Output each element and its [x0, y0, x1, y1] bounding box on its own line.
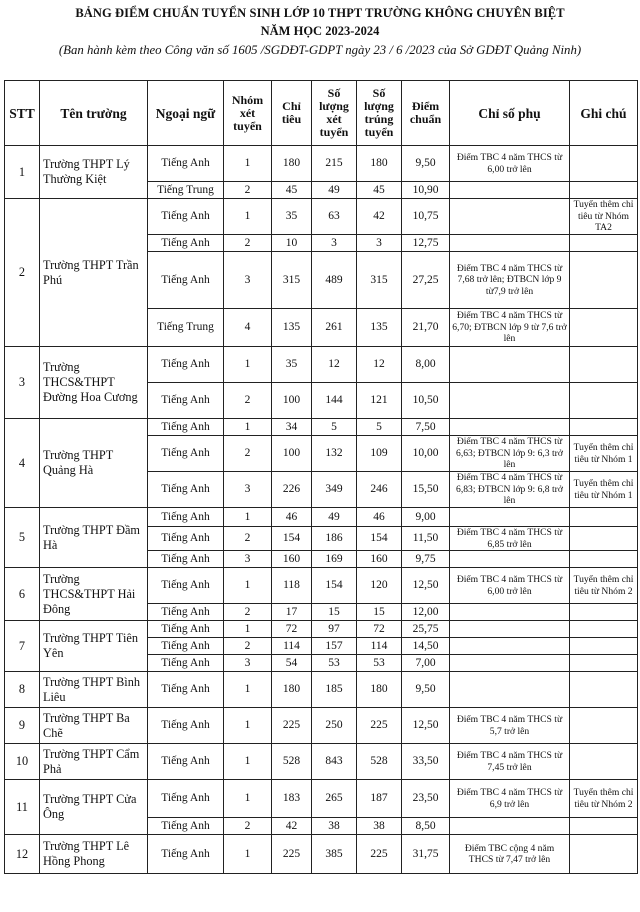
- note-cell: [570, 604, 638, 621]
- group-cell: 2: [224, 527, 272, 551]
- sub-index-cell: [450, 508, 570, 527]
- sub-index-cell: [450, 551, 570, 568]
- sub-index-cell: [450, 604, 570, 621]
- score-cell: 10,00: [402, 436, 450, 472]
- group-cell: 2: [224, 818, 272, 835]
- applicants-cell: 250: [312, 708, 357, 744]
- applicants-cell: 144: [312, 383, 357, 419]
- stt-cell: 2: [5, 199, 40, 347]
- sub-index-cell: [450, 182, 570, 199]
- language-cell: Tiếng Trung: [148, 182, 224, 199]
- stt-cell: 5: [5, 508, 40, 568]
- note-cell: [570, 347, 638, 383]
- score-cell: 9,75: [402, 551, 450, 568]
- stt-cell: 4: [5, 419, 40, 508]
- score-cell: 12,50: [402, 568, 450, 604]
- note-cell: [570, 621, 638, 638]
- language-cell: Tiếng Anh: [148, 199, 224, 235]
- language-cell: Tiếng Anh: [148, 835, 224, 874]
- quota-cell: 225: [272, 708, 312, 744]
- language-cell: Tiếng Anh: [148, 436, 224, 472]
- note-cell: [570, 182, 638, 199]
- group-cell: 2: [224, 436, 272, 472]
- quota-cell: 100: [272, 436, 312, 472]
- note-cell: Tuyển thêm chỉ tiêu từ Nhóm 1: [570, 472, 638, 508]
- quota-cell: 45: [272, 182, 312, 199]
- applicants-cell: 53: [312, 655, 357, 672]
- admitted-cell: 225: [357, 835, 402, 874]
- group-cell: 2: [224, 638, 272, 655]
- score-cell: 23,50: [402, 780, 450, 818]
- admitted-cell: 109: [357, 436, 402, 472]
- quota-cell: 35: [272, 199, 312, 235]
- group-cell: 1: [224, 780, 272, 818]
- stt-cell: 6: [5, 568, 40, 621]
- applicants-cell: 15: [312, 604, 357, 621]
- applicants-cell: 385: [312, 835, 357, 874]
- header-score: Điểm chuẩn: [402, 81, 450, 146]
- quota-cell: 183: [272, 780, 312, 818]
- document-title: BẢNG ĐIỂM CHUẨN TUYỂN SINH LỚP 10 THPT TRƯỜNG KHÔNG CHUYÊN BIỆT: [75, 6, 565, 20]
- school-name-cell: Trường THPT Cửa Ông: [40, 780, 148, 835]
- sub-index-cell: Điểm TBC 4 năm THCS từ 6,9 trở lên: [450, 780, 570, 818]
- sub-index-cell: Điểm TBC 4 năm THCS từ 7,45 trở lên: [450, 744, 570, 780]
- group-cell: 1: [224, 146, 272, 182]
- score-cell: 15,50: [402, 472, 450, 508]
- header-language: Ngoại ngữ: [148, 81, 224, 146]
- score-cell: 14,50: [402, 638, 450, 655]
- note-cell: [570, 235, 638, 252]
- group-cell: 3: [224, 472, 272, 508]
- admitted-cell: 38: [357, 818, 402, 835]
- language-cell: Tiếng Anh: [148, 655, 224, 672]
- language-cell: Tiếng Anh: [148, 146, 224, 182]
- applicants-cell: 97: [312, 621, 357, 638]
- sub-index-cell: [450, 347, 570, 383]
- applicants-cell: 5: [312, 419, 357, 436]
- applicants-cell: 132: [312, 436, 357, 472]
- admitted-cell: 225: [357, 708, 402, 744]
- group-cell: 4: [224, 309, 272, 347]
- sub-index-cell: Điểm TBC 4 năm THCS từ 5,7 trở lên: [450, 708, 570, 744]
- language-cell: Tiếng Anh: [148, 252, 224, 309]
- language-cell: Tiếng Anh: [148, 818, 224, 835]
- group-cell: 1: [224, 419, 272, 436]
- admitted-cell: 12: [357, 347, 402, 383]
- quota-cell: 160: [272, 551, 312, 568]
- table-row: [5, 146, 638, 182]
- admitted-cell: 135: [357, 309, 402, 347]
- table-row: [5, 508, 638, 527]
- sub-index-cell: Điểm TBC 4 năm THCS từ 6,70; ĐTBCN lớp 9 từ 7,6 trở lên: [450, 309, 570, 347]
- score-cell: 12,50: [402, 708, 450, 744]
- school-name-cell: Trường THPT Lê Hồng Phong: [40, 835, 148, 874]
- sub-index-cell: Điểm TBC cộng 4 năm THCS từ 7,47 trở lên: [450, 835, 570, 874]
- admitted-cell: 160: [357, 551, 402, 568]
- quota-cell: 42: [272, 818, 312, 835]
- score-cell: 33,50: [402, 744, 450, 780]
- score-cell: 27,25: [402, 252, 450, 309]
- applicants-cell: 12: [312, 347, 357, 383]
- language-cell: Tiếng Anh: [148, 604, 224, 621]
- admitted-cell: 114: [357, 638, 402, 655]
- table-row: [5, 621, 638, 638]
- group-cell: 1: [224, 347, 272, 383]
- header-admitted: Số lượng trúng tuyển: [357, 81, 402, 146]
- school-name-cell: Trường THPT Ba Chẽ: [40, 708, 148, 744]
- quota-cell: 46: [272, 508, 312, 527]
- stt-cell: 12: [5, 835, 40, 874]
- stt-cell: 7: [5, 621, 40, 672]
- table-row: [5, 835, 638, 874]
- note-cell: [570, 252, 638, 309]
- admitted-cell: 3: [357, 235, 402, 252]
- table-body: [5, 146, 638, 874]
- quota-cell: 72: [272, 621, 312, 638]
- score-cell: 12,00: [402, 604, 450, 621]
- language-cell: Tiếng Anh: [148, 235, 224, 252]
- note-cell: [570, 672, 638, 708]
- quota-cell: 10: [272, 235, 312, 252]
- admitted-cell: 180: [357, 146, 402, 182]
- sub-index-cell: Điểm TBC 4 năm THCS từ 6,00 trở lên: [450, 146, 570, 182]
- note-cell: [570, 527, 638, 551]
- header-applicants: Số lượng xét tuyển: [312, 81, 357, 146]
- group-cell: 3: [224, 252, 272, 309]
- applicants-cell: 49: [312, 508, 357, 527]
- admitted-cell: 154: [357, 527, 402, 551]
- table-row: [5, 347, 638, 383]
- score-cell: 10,50: [402, 383, 450, 419]
- group-cell: 1: [224, 621, 272, 638]
- header-group: Nhóm xét tuyển: [224, 81, 272, 146]
- applicants-cell: 169: [312, 551, 357, 568]
- table-row: [5, 780, 638, 818]
- note-cell: Tuyển thêm chỉ tiêu từ Nhóm 2: [570, 568, 638, 604]
- sub-index-cell: [450, 235, 570, 252]
- admitted-cell: 72: [357, 621, 402, 638]
- language-cell: Tiếng Anh: [148, 527, 224, 551]
- applicants-cell: 265: [312, 780, 357, 818]
- score-cell: 8,00: [402, 347, 450, 383]
- group-cell: 2: [224, 235, 272, 252]
- score-cell: 21,70: [402, 309, 450, 347]
- document-subtitle: (Ban hành kèm theo Công văn số 1605 /SGDĐT-GDPT ngày 23 / 6 /2023 của Sở GDĐT Quảng Ninh): [58, 43, 582, 57]
- quota-cell: 17: [272, 604, 312, 621]
- note-cell: Tuyển thêm chỉ tiêu từ Nhóm TA2: [570, 199, 638, 235]
- table-row: [5, 419, 638, 436]
- admitted-cell: 53: [357, 655, 402, 672]
- sub-index-cell: [450, 621, 570, 638]
- quota-cell: 225: [272, 835, 312, 874]
- table-header-row: [5, 81, 638, 146]
- language-cell: Tiếng Anh: [148, 472, 224, 508]
- school-name-cell: Trường THCS&THPT Đường Hoa Cương: [40, 347, 148, 419]
- header-school: Tên trường: [40, 81, 148, 146]
- admitted-cell: 46: [357, 508, 402, 527]
- stt-cell: 10: [5, 744, 40, 780]
- language-cell: Tiếng Anh: [148, 508, 224, 527]
- admitted-cell: 315: [357, 252, 402, 309]
- sub-index-cell: [450, 655, 570, 672]
- table-row: [5, 672, 638, 708]
- applicants-cell: 185: [312, 672, 357, 708]
- applicants-cell: 3: [312, 235, 357, 252]
- note-cell: [570, 551, 638, 568]
- language-cell: Tiếng Anh: [148, 568, 224, 604]
- school-name-cell: Trường THPT Trần Phú: [40, 199, 148, 347]
- applicants-cell: 157: [312, 638, 357, 655]
- school-name-cell: Trường THPT Bình Liêu: [40, 672, 148, 708]
- sub-index-cell: [450, 818, 570, 835]
- applicants-cell: 49: [312, 182, 357, 199]
- applicants-cell: 843: [312, 744, 357, 780]
- note-cell: Tuyển thêm chỉ tiêu từ Nhóm 1: [570, 436, 638, 472]
- school-name-cell: Trường THPT Quảng Hà: [40, 419, 148, 508]
- language-cell: Tiếng Anh: [148, 383, 224, 419]
- applicants-cell: 186: [312, 527, 357, 551]
- language-cell: Tiếng Anh: [148, 347, 224, 383]
- header-notes: Ghi chú: [570, 81, 638, 146]
- note-cell: [570, 383, 638, 419]
- applicants-cell: 349: [312, 472, 357, 508]
- group-cell: 1: [224, 835, 272, 874]
- school-name-cell: Trường THPT Đầm Hà: [40, 508, 148, 568]
- school-name-cell: Trường THPT Lý Thường Kiệt: [40, 146, 148, 199]
- language-cell: Tiếng Anh: [148, 419, 224, 436]
- school-year: NĂM HỌC 2023-2024: [260, 24, 380, 38]
- admitted-cell: 180: [357, 672, 402, 708]
- sub-index-cell: [450, 419, 570, 436]
- school-name-cell: Trường THPT Tiên Yên: [40, 621, 148, 672]
- header-sub-index: Chỉ số phụ: [450, 81, 570, 146]
- group-cell: 1: [224, 199, 272, 235]
- header-stt: STT: [5, 81, 40, 146]
- admission-score-table: [4, 80, 638, 874]
- table-row: [5, 199, 638, 235]
- table-row: [5, 708, 638, 744]
- applicants-cell: 154: [312, 568, 357, 604]
- group-cell: 2: [224, 383, 272, 419]
- note-cell: [570, 708, 638, 744]
- applicants-cell: 489: [312, 252, 357, 309]
- group-cell: 2: [224, 182, 272, 199]
- score-cell: 31,75: [402, 835, 450, 874]
- group-cell: 1: [224, 744, 272, 780]
- group-cell: 1: [224, 672, 272, 708]
- note-cell: Tuyển thêm chỉ tiêu từ Nhóm 2: [570, 780, 638, 818]
- language-cell: Tiếng Anh: [148, 708, 224, 744]
- school-name-cell: Trường THPT Cẩm Phả: [40, 744, 148, 780]
- note-cell: [570, 818, 638, 835]
- quota-cell: 35: [272, 347, 312, 383]
- sub-index-cell: [450, 383, 570, 419]
- sub-index-cell: Điểm TBC 4 năm THCS từ 6,63; ĐTBCN lớp 9: 6,3 trở lên: [450, 436, 570, 472]
- stt-cell: 1: [5, 146, 40, 199]
- group-cell: 1: [224, 568, 272, 604]
- quota-cell: 180: [272, 672, 312, 708]
- stt-cell: 8: [5, 672, 40, 708]
- quota-cell: 226: [272, 472, 312, 508]
- score-cell: 9,50: [402, 146, 450, 182]
- quota-cell: 54: [272, 655, 312, 672]
- note-cell: [570, 655, 638, 672]
- score-cell: 7,50: [402, 419, 450, 436]
- quota-cell: 180: [272, 146, 312, 182]
- group-cell: 2: [224, 604, 272, 621]
- score-cell: 12,75: [402, 235, 450, 252]
- score-cell: 10,90: [402, 182, 450, 199]
- table-row: [5, 568, 638, 604]
- note-cell: [570, 744, 638, 780]
- admitted-cell: 120: [357, 568, 402, 604]
- language-cell: Tiếng Anh: [148, 551, 224, 568]
- language-cell: Tiếng Trung: [148, 309, 224, 347]
- header-quota: Chỉ tiêu: [272, 81, 312, 146]
- note-cell: [570, 146, 638, 182]
- applicants-cell: 261: [312, 309, 357, 347]
- language-cell: Tiếng Anh: [148, 744, 224, 780]
- applicants-cell: 38: [312, 818, 357, 835]
- score-cell: 10,75: [402, 199, 450, 235]
- admitted-cell: 121: [357, 383, 402, 419]
- note-cell: [570, 309, 638, 347]
- score-cell: 8,50: [402, 818, 450, 835]
- applicants-cell: 215: [312, 146, 357, 182]
- admitted-cell: 187: [357, 780, 402, 818]
- table-row: [5, 744, 638, 780]
- score-cell: 7,00: [402, 655, 450, 672]
- quota-cell: 34: [272, 419, 312, 436]
- score-cell: 11,50: [402, 527, 450, 551]
- sub-index-cell: Điểm TBC 4 năm THCS từ 6,85 trở lên: [450, 527, 570, 551]
- admitted-cell: 15: [357, 604, 402, 621]
- note-cell: [570, 508, 638, 527]
- applicants-cell: 63: [312, 199, 357, 235]
- quota-cell: 135: [272, 309, 312, 347]
- admitted-cell: 42: [357, 199, 402, 235]
- admitted-cell: 528: [357, 744, 402, 780]
- language-cell: Tiếng Anh: [148, 672, 224, 708]
- language-cell: Tiếng Anh: [148, 780, 224, 818]
- stt-cell: 11: [5, 780, 40, 835]
- admitted-cell: 5: [357, 419, 402, 436]
- language-cell: Tiếng Anh: [148, 638, 224, 655]
- sub-index-cell: Điểm TBC 4 năm THCS từ 6,83; ĐTBCN lớp 9: 6,8 trở lên: [450, 472, 570, 508]
- note-cell: [570, 835, 638, 874]
- language-cell: Tiếng Anh: [148, 621, 224, 638]
- note-cell: [570, 419, 638, 436]
- sub-index-cell: [450, 672, 570, 708]
- quota-cell: 118: [272, 568, 312, 604]
- school-name-cell: Trường THCS&THPT Hải Đông: [40, 568, 148, 621]
- sub-index-cell: [450, 638, 570, 655]
- quota-cell: 114: [272, 638, 312, 655]
- sub-index-cell: Điểm TBC 4 năm THCS từ 6,00 trở lên: [450, 568, 570, 604]
- quota-cell: 100: [272, 383, 312, 419]
- quota-cell: 315: [272, 252, 312, 309]
- admitted-cell: 45: [357, 182, 402, 199]
- admitted-cell: 246: [357, 472, 402, 508]
- group-cell: 1: [224, 508, 272, 527]
- note-cell: [570, 638, 638, 655]
- quota-cell: 154: [272, 527, 312, 551]
- quota-cell: 528: [272, 744, 312, 780]
- group-cell: 3: [224, 655, 272, 672]
- sub-index-cell: Điểm TBC 4 năm THCS từ 7,68 trở lên; ĐTBCN lớp 9 từ7,9 trở lên: [450, 252, 570, 309]
- stt-cell: 3: [5, 347, 40, 419]
- group-cell: 3: [224, 551, 272, 568]
- stt-cell: 9: [5, 708, 40, 744]
- document-header: [0, 0, 640, 58]
- sub-index-cell: [450, 199, 570, 235]
- score-cell: 9,50: [402, 672, 450, 708]
- score-cell: 25,75: [402, 621, 450, 638]
- score-cell: 9,00: [402, 508, 450, 527]
- group-cell: 1: [224, 708, 272, 744]
